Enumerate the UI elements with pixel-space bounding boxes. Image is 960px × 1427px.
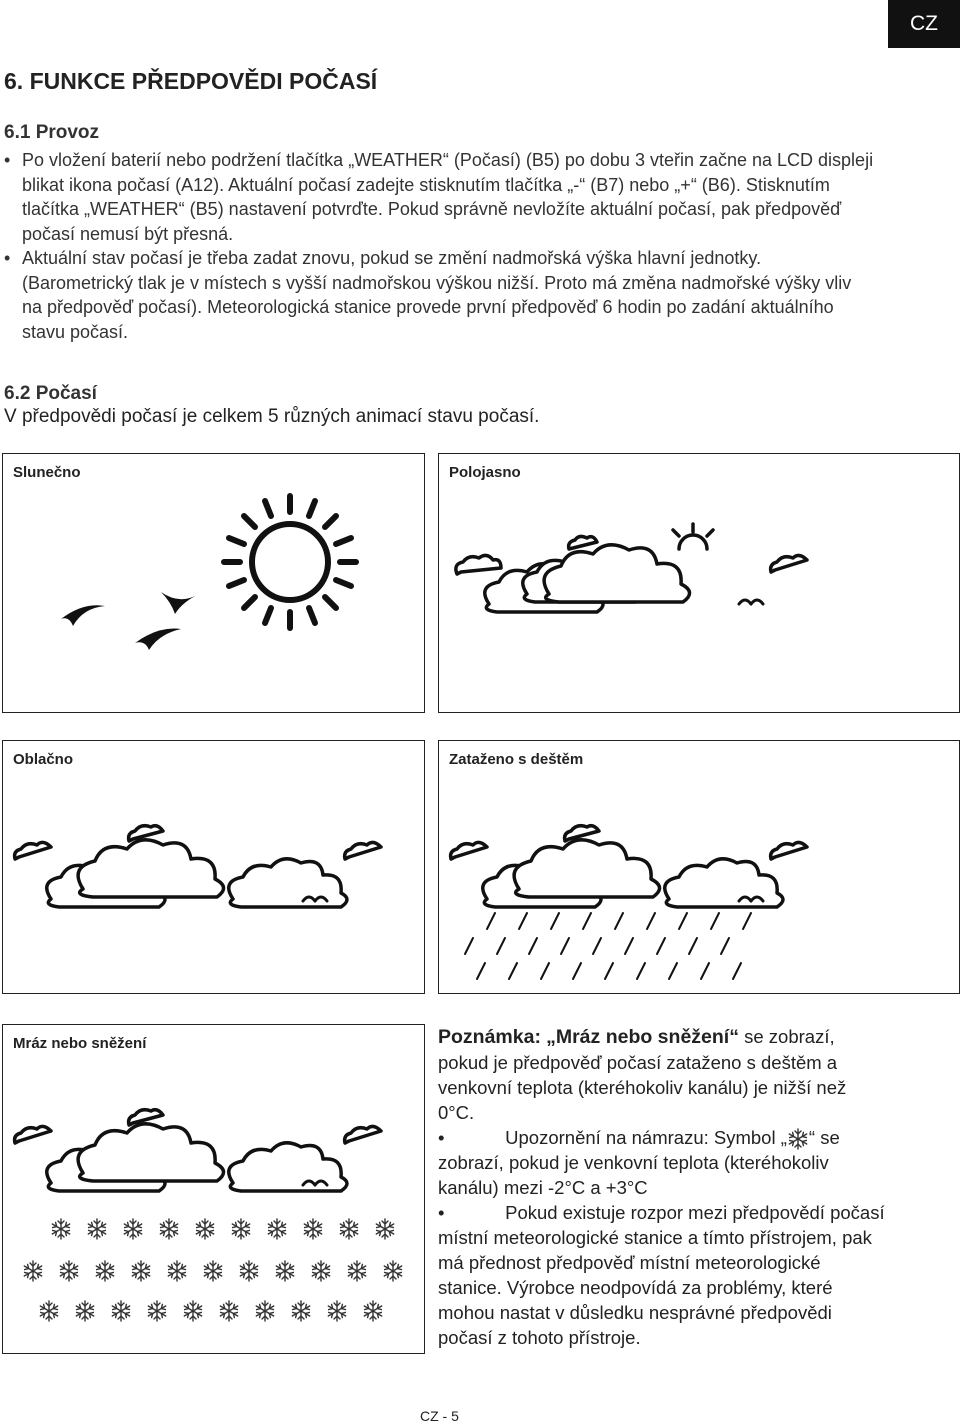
- snowflake-icon: [256, 1301, 273, 1321]
- snowflake-icon: [312, 1261, 329, 1281]
- note-paragraph: [438, 1024, 886, 1125]
- snowflake-icon: [96, 1261, 113, 1281]
- snowflake-icon: [232, 1219, 249, 1239]
- snowflake-icon: [348, 1261, 365, 1281]
- subsection-title-weather: 6.2 Počasí: [4, 383, 97, 404]
- snowflake-icon: [184, 1301, 201, 1321]
- raindrop: [551, 913, 559, 929]
- list-item: • Po vložení baterií nebo podržení tlačítka „WEATHER“ (Počasí) (B5) po dobu 3 vteřin začne na LCD displeji blikat ikona počasí (A12). Aktuální počasí zadejte stisknutím tlačítka „-“ (B7) nebo „+“ (B6). Stisknutím tlačítka „WEATHER“ (B5) nastavení potvrďte. Pokud správně nevložíte aktuální počasí, pak předpověď počasí nemusí být přesná.: [4, 148, 874, 246]
- snowflake-icon: [364, 1301, 381, 1321]
- raindrop: [477, 963, 485, 979]
- snowflake-icon: [240, 1261, 257, 1281]
- raindrop: [701, 963, 709, 979]
- weather-box-label: Polojasno: [449, 464, 521, 481]
- snowflake-icon: [340, 1219, 357, 1239]
- raindrop: [497, 938, 505, 954]
- weather-box-label: Slunečno: [13, 464, 81, 481]
- snowflake-icon: [160, 1219, 177, 1239]
- snowflake-icon: [268, 1219, 285, 1239]
- clouds-with-snow-icon: [3, 1025, 424, 1353]
- weather-intro: V předpovědi počasí je celkem 5 různých animací stavu počasí.: [4, 406, 540, 427]
- raindrop: [669, 963, 677, 979]
- raindrop: [561, 938, 569, 954]
- weather-box-sunny: [2, 453, 425, 713]
- raindrop: [541, 963, 549, 979]
- snowflake-icon: [328, 1301, 345, 1321]
- note-label: Poznámka:: [438, 1026, 541, 1048]
- raindrop: [583, 913, 591, 929]
- snowflake-icon: [76, 1301, 93, 1321]
- weather-box-cloudy: [2, 740, 425, 994]
- raindrop: [679, 913, 687, 929]
- raindrop: [625, 938, 633, 954]
- snowflake-icon: [24, 1261, 41, 1281]
- list-item: • Aktuální stav počasí je třeba zadat znovu, pokud se změní nadmořská výška hlavní jednotky. (Barometrický tlak je v místech s vyšší nadmořskou výškou nižší. Proto má změna nadmořské výšky vliv na předpověď počasí). Meteorologická stanice provede první předpověď 6 hodin po zadání aktuálního stavu počasí.: [4, 246, 874, 344]
- snowflake-icon: [292, 1301, 309, 1321]
- cloud-with-sun-icon: [439, 454, 959, 712]
- raindrop: [647, 913, 655, 929]
- snowflake-icon: [304, 1219, 321, 1239]
- raindrop: [689, 938, 697, 954]
- raindrop: [733, 963, 741, 979]
- raindrop: [487, 913, 495, 929]
- raindrop: [519, 913, 527, 929]
- note-bullet-frost: [438, 1125, 886, 1200]
- snowflake-icon: [196, 1219, 213, 1239]
- weather-box-snowy: [2, 1024, 425, 1354]
- language-tab: CZ: [888, 0, 960, 48]
- raindrop: [593, 938, 601, 954]
- snowflake-icon: [220, 1301, 237, 1321]
- note-bullet-disclaimer: [438, 1200, 886, 1350]
- raindrop: [637, 963, 645, 979]
- sun-with-birds-icon: [3, 454, 424, 712]
- raindrop: [721, 938, 729, 954]
- snowflake-icon: [112, 1301, 129, 1321]
- raindrop: [509, 963, 517, 979]
- weather-box-label: Oblačno: [13, 751, 74, 768]
- clouds-icon: [3, 741, 424, 993]
- raindrop: [605, 963, 613, 979]
- weather-box-label: Mráz nebo sněžení: [13, 1035, 147, 1052]
- snowflake-icon: [376, 1219, 393, 1239]
- weather-box-rainy: [438, 740, 960, 994]
- snowflake-icon: [40, 1301, 57, 1321]
- raindrop: [711, 913, 719, 929]
- snowflake-icon: [124, 1219, 141, 1239]
- page-number: CZ - 5: [420, 1408, 459, 1424]
- snowflake-icon: [204, 1261, 221, 1281]
- raindrop: [615, 913, 623, 929]
- note-bullet-text: Upozornění na námrazu: Symbol „: [505, 1127, 787, 1148]
- snowflake-icon: [276, 1261, 293, 1281]
- raindrop: [529, 938, 537, 954]
- snowflake-icon: [52, 1219, 69, 1239]
- snowflake-icon: [787, 1128, 809, 1150]
- note-bullet-text: “ se zobrazí, pokud je venkovní teplota (kteréhokoliv kanálu) mezi -2°C a +3°C: [438, 1127, 840, 1198]
- note-text: se zobrazí, pokud je předpověď počasí zataženo s deštěm a venkovní teplota (kteréhokoliv kanálu) je nižší než 0°C.: [438, 1026, 847, 1123]
- clouds-with-rain-icon: [439, 741, 959, 993]
- note-bullet-text: Pokud existuje rozpor mezi předpovědí počasí místní meteorologické stanice a tímto přístrojem, pak má přednost předpověď místní meteorologické stanice. Výrobce neodpovídá za problémy, které mohou nastat v důsledku nesprávné předpovědi počasí z tohoto přístroje.: [438, 1202, 885, 1348]
- note-highlight: „Mráz nebo sněžení“: [546, 1026, 739, 1048]
- raindrop: [573, 963, 581, 979]
- snowflake-icon: [132, 1261, 149, 1281]
- subsection-title-operation: 6.1 Provoz: [4, 122, 100, 143]
- snowflake-icon: [60, 1261, 77, 1281]
- raindrop: [465, 938, 473, 954]
- snowflake-icon: [384, 1261, 401, 1281]
- raindrop: [657, 938, 665, 954]
- weather-box-partly-cloudy: [438, 453, 960, 713]
- raindrop: [743, 913, 751, 929]
- weather-box-label: Zataženo s deštěm: [449, 751, 584, 768]
- note-block: [438, 1024, 886, 1350]
- snowflake-icon: [88, 1219, 105, 1239]
- snowflake-icon: [148, 1301, 165, 1321]
- section-title: 6. FUNKCE PŘEDPOVĚDI POČASÍ: [4, 68, 378, 94]
- operation-bullet-list: [4, 148, 874, 344]
- snowflake-icon: [168, 1261, 185, 1281]
